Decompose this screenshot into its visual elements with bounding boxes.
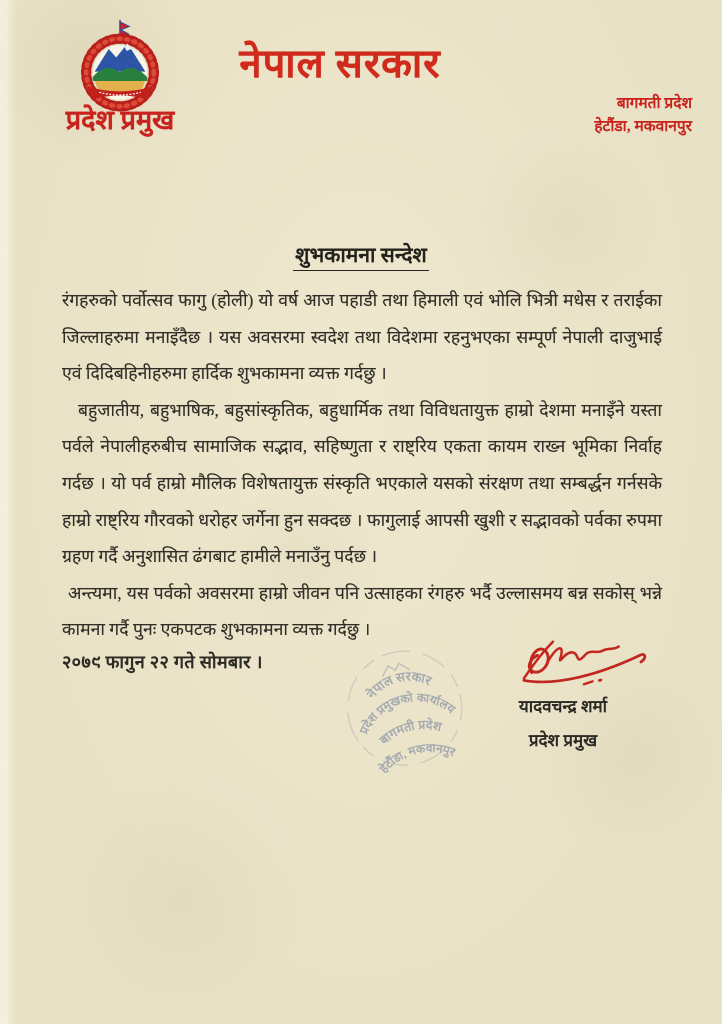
signature-icon <box>500 634 660 692</box>
paragraph: रंगहरुको पर्वोत्सव फागु (होली) यो वर्ष आज पहाडी तथा हिमाली एवं भोलि भित्री मधेस र तराईका जिल्लाहरुमा मनाइँदैछ । यस अवसरमा स्वदेश तथा विदेशमा रहनुभएका सम्पूर्ण नेपाली दाजुभाई एवं दिदिबहिनीहरुमा हार्दिक शुभकामना व्यक्त गर्दछु । <box>62 290 662 384</box>
date-line: २०७९ फागुन २२ गते सोमबार । <box>62 652 263 672</box>
subject-title: शुभकामना सन्देश <box>293 243 429 271</box>
letterhead-address <box>594 92 692 138</box>
stamp-text: बागमती प्रदेश <box>377 717 443 748</box>
paragraph: बहुजातीय, बहुभाषिक, बहुसांस्कृतिक, बहुधार्मिक तथा विविधतायुक्त हाम्रो देशमा मनाइँने यस्ता पर्वले नेपालीहरुबीच सामाजिक सद्भाव, सहिष्णुता र राष्ट्रिय एकता कायम राख्न भूमिका निर्वाह गर्दछ । यो पर्व हाम्रो मौलिक विशेषतायुक्त संस्कृति भएकाले यसको संरक्षण तथा सम्बर्द्धन गर्नसके हाम्रो राष्ट्रिय गौरवको धरोहर जर्गेना हुन सक्दछ । फागुलाई आपसी खुशी र सद्भावको पर्वका रुपमा ग्रहण गर्दै अनुशासित ढंगबाट हामीले मनाउँनु पर्दछ । <box>62 399 662 567</box>
subject-heading <box>0 241 722 269</box>
signature-block <box>468 634 658 751</box>
office-title: प्रदेश प्रमुख <box>65 105 175 135</box>
stamp-text: हेटौंडा, मकवानपुर <box>376 740 458 776</box>
signatory-name: यादवचन्द्र शर्मा <box>518 697 608 716</box>
location-line: हेटौंडा, मकवानपुर <box>594 118 692 135</box>
stamp-text: नेपाल सरकार <box>363 668 434 702</box>
government-title: नेपाल सरकार <box>239 41 441 86</box>
svg-text:बागमती प्रदेश <box>374 711 447 750</box>
stamp-text: प्रदेश प्रमुखको कार्यालय <box>356 690 458 737</box>
letter-body <box>62 282 662 648</box>
province-line: बागमती प्रदेश <box>616 95 692 112</box>
paragraph: अन्त्यमा, यस पर्वको अवसरमा हाम्रो जीवन पनि उत्साहका रंगहरु भर्दै उल्लासमय बन्न सकोस् भन्ने कामना गर्दै पुनः एकपटक शुभकामना व्यक्त गर्दछु । <box>62 582 662 640</box>
signatory-designation: प्रदेश प्रमुख <box>528 731 598 750</box>
